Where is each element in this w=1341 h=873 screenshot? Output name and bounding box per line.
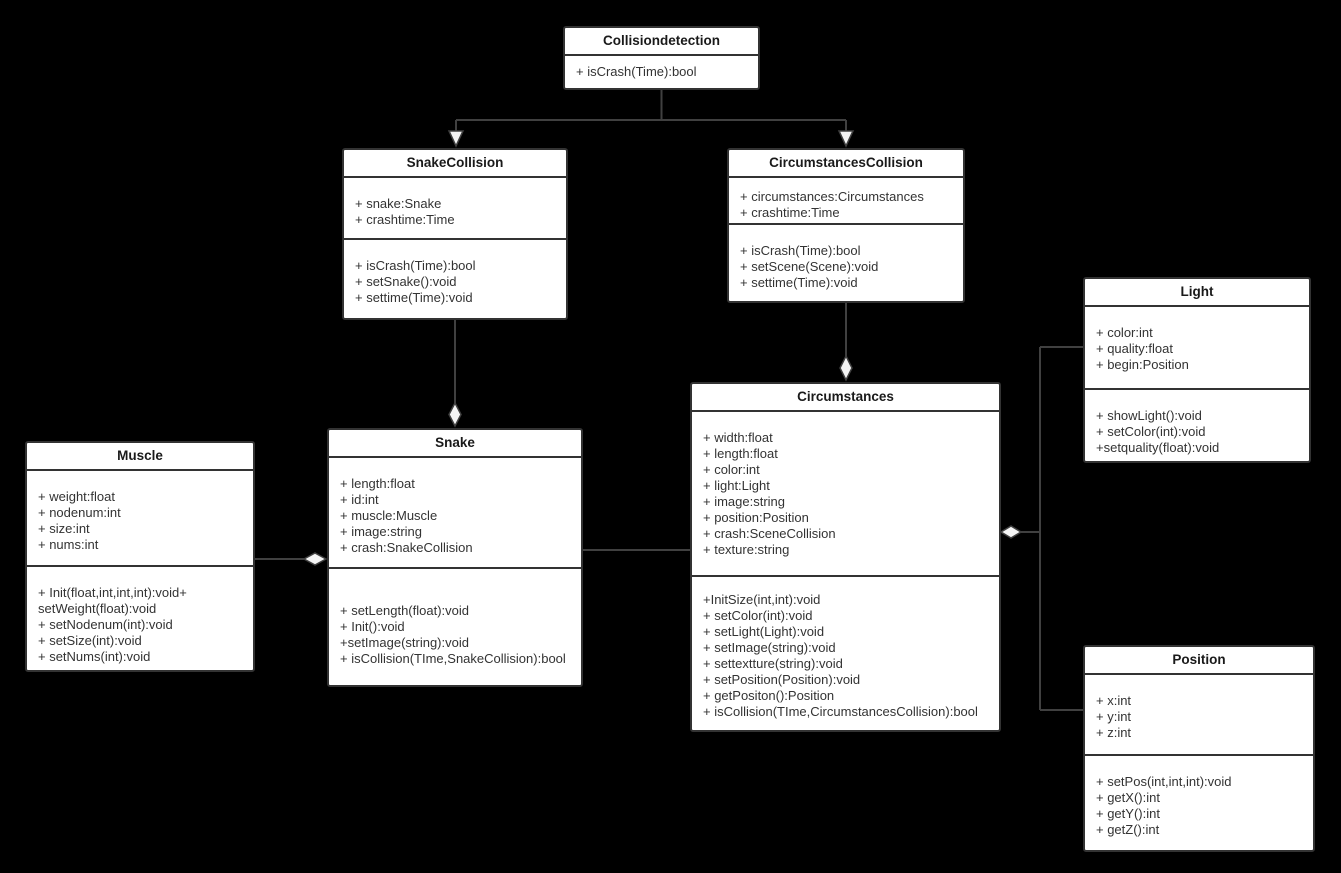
aggregation-diamond-icon [449,403,461,426]
inheritance-arrow-icon [839,131,853,146]
member-line: + length:float [340,476,415,491]
member-line: + isCrash(Time):bool [355,258,476,273]
member-line: + showLight():void [1096,408,1202,423]
class-box-position [1083,645,1315,852]
attributes-compartment [1085,307,1309,390]
member-line: + setNodenum(int):void [38,617,173,632]
class-box-circumstances [690,382,1001,732]
member-line: + setLength(float):void [340,603,469,618]
class-box-circumstancescollision [727,148,965,303]
member-line: + getZ():int [1096,822,1160,837]
member-line: + nodenum:int [38,505,121,520]
class-box-snakecollision [342,148,568,320]
attributes-compartment [344,178,566,240]
member-line: + isCrash(Time):bool [576,64,697,79]
class-title: Snake [329,430,581,458]
inheritance-arrow-icon [449,131,463,146]
member-line: + getY():int [1096,806,1160,821]
member-line: + image:string [340,524,423,539]
class-box-collisiondetection [563,26,760,90]
member-line: + position:Position [703,510,809,525]
member-line: + circumstances:Circumstances [740,189,924,204]
attributes-compartment [1085,675,1313,756]
class-title: CircumstancesCollision [729,150,963,178]
class-title: Position [1085,647,1313,675]
member-line: + light:Light [703,478,770,493]
aggregation-diamond-icon [840,356,852,380]
member-line: + settextture(string):void [703,656,843,671]
member-line: + setPosition(Position):void [703,672,861,687]
member-line: + crash:SceneCollision [703,526,836,541]
member-line: + texture:string [703,542,790,557]
member-line: + quality:float [1096,341,1173,356]
methods-compartment [344,240,566,318]
member-line: + size:int [38,521,90,536]
member-line: + z:int [1096,725,1132,740]
member-line: + width:float [703,430,773,445]
member-line: + setColor(int):void [1096,424,1206,439]
member-line: + isCrash(Time):bool [740,243,861,258]
member-line: + setPos(int,int,int):void [1096,774,1232,789]
connector-inheritance-tree [456,90,846,131]
attributes-compartment [729,178,963,225]
methods-compartment [729,225,963,301]
member-line: + crashtime:Time [740,205,840,220]
member-line: + isCollision(TIme,SnakeCollision):bool [340,651,566,666]
member-line: setWeight(float):void [38,601,157,616]
member-line: + getX():int [1096,790,1160,805]
member-line: + muscle:Muscle [340,508,438,523]
member-line: + crashtime:Time [355,212,455,227]
class-box-muscle [25,441,255,672]
member-line: + begin:Position [1096,357,1189,372]
attributes-compartment [27,471,253,567]
member-line: + length:float [703,446,778,461]
methods-compartment [692,577,999,730]
member-line: + setColor(int):void [703,608,813,623]
member-line: + image:string [703,494,786,509]
member-line: + crash:SnakeCollision [340,540,473,555]
class-title: Light [1085,279,1309,307]
member-line: + getPositon():Position [703,688,835,703]
member-line: + settime(Time):void [355,290,473,305]
member-line: + x:int [1096,693,1132,708]
member-line: + y:int [1096,709,1132,724]
member-line: + id:int [340,492,379,507]
aggregation-diamond-icon [1001,526,1021,538]
member-line: + settime(Time):void [740,275,858,290]
class-box-light [1083,277,1311,463]
member-line: + setImage(string):void [703,640,836,655]
member-line: + setLight(Light):void [703,624,825,639]
methods-compartment [1085,756,1313,850]
connector-circumstances-light-position [1021,347,1083,710]
methods-compartment [27,567,253,670]
member-line: + setSnake():void [355,274,457,289]
methods-compartment [329,569,581,685]
class-title: Muscle [27,443,253,471]
member-line: + color:int [1096,325,1153,340]
member-line: +InitSize(int,int):void [703,592,821,607]
class-box-snake [327,428,583,687]
member-line: + color:int [703,462,760,477]
member-line: + setScene(Scene):void [740,259,879,274]
member-line: +setImage(string):void [340,635,469,650]
class-title: SnakeCollision [344,150,566,178]
aggregation-diamond-icon [304,553,326,565]
member-line: + Init():void [340,619,405,634]
member-line: + isCollision(TIme,CircumstancesCollision):bool [703,704,978,719]
member-line: + weight:float [38,489,115,504]
class-title: Collisiondetection [565,28,758,56]
member-line: +setquality(float):void [1096,440,1220,455]
attributes-compartment [329,458,581,569]
member-line: + snake:Snake [355,196,442,211]
member-line: + setNums(int):void [38,649,151,664]
methods-compartment [565,56,758,88]
member-line: + Init(float,int,int,int):void+ [38,585,187,600]
attributes-compartment [692,412,999,577]
methods-compartment [1085,390,1309,461]
member-line: + setSize(int):void [38,633,142,648]
class-title: Circumstances [692,384,999,412]
member-line: + nums:int [38,537,99,552]
